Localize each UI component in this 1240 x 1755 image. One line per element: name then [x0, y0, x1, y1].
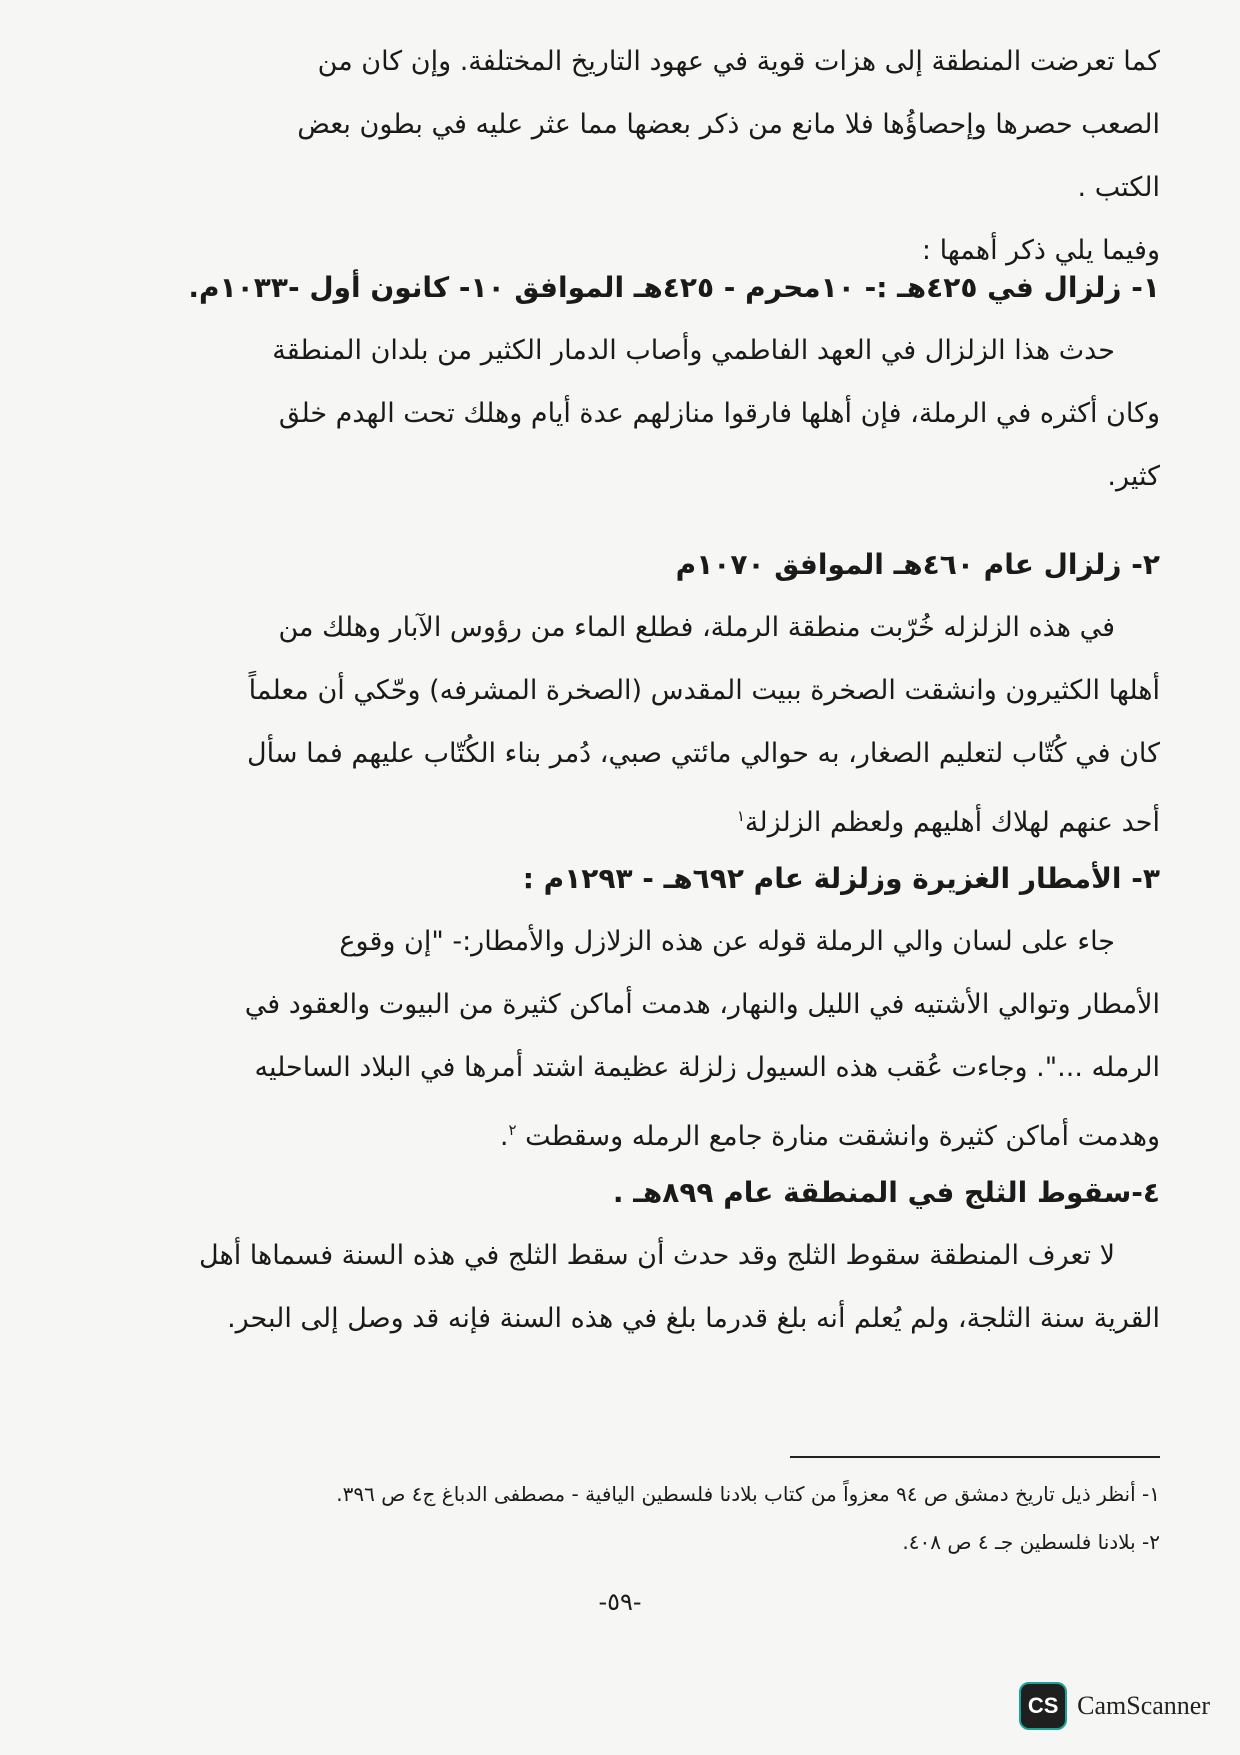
text-line: كان في كُتّاب لتعليم الصغار، به حوالي مائتي صبي، دُمر بناء الكُتّاب عليهم فما سأل: [247, 738, 1160, 769]
text-line: حدث هذا الزلزال في العهد الفاطمي وأصاب الدمار الكثير من بلدان المنطقة: [272, 335, 1115, 366]
section-heading: ٢- زلزال عام ٤٦٠هـ الموافق ١٠٧٠م: [675, 548, 1160, 581]
intro-paragraph: [80, 30, 1160, 282]
text-line: الأمطار وتوالي الأشتيه في الليل والنهار، هدمت أماكن كثيرة من البيوت والعقود في: [244, 989, 1160, 1020]
text-line-with-footnote: [80, 785, 1160, 848]
camscanner-brand: CamScanner: [1077, 1691, 1210, 1720]
camscanner-logo-icon: CS: [1019, 1682, 1067, 1730]
section-heading: ٤-سقوط الثلج في المنطقة عام ٨٩٩هـ .: [612, 1176, 1160, 1209]
section-4: [80, 1161, 1160, 1350]
text-span: وهدمت أماكن كثيرة وانشقت منارة جامع الرمله وسقطت: [525, 1121, 1160, 1152]
section-1: [80, 256, 1160, 508]
text-line: وفيما يلي ذكر أهمها :: [921, 235, 1160, 266]
text-line: كما تعرضت المنطقة إلى هزات قوية في عهود التاريخ المختلفة. وإن كان من: [317, 46, 1160, 77]
camscanner-watermark: [1019, 1682, 1210, 1730]
section-2: [80, 533, 1160, 848]
text-line: الكتب .: [1077, 172, 1160, 203]
footnote-ref-2: ٢: [508, 1121, 517, 1139]
footnotes: [80, 1470, 1160, 1566]
text-line: كثير.: [1107, 461, 1160, 492]
text-line: في هذه الزلزله خُرّبت منطقة الرملة، فطلع الماء من رؤوس الآبار وهلك من: [278, 612, 1115, 643]
text-line: أهلها الكثيرون وانشقت الصخرة ببيت المقدس (الصخرة المشرفه) وحّكي أن معلماً: [248, 675, 1160, 706]
section-heading: ٣- الأمطار الغزيرة وزلزلة عام ٦٩٢هـ - ١٢٩٣م :: [522, 862, 1160, 895]
footnote-ref-1: ١: [736, 807, 745, 825]
text-line: لا تعرف المنطقة سقوط الثلج وقد حدث أن سقط الثلج في هذه السنة فسماها أهل: [199, 1240, 1115, 1271]
text-line: الصعب حصرها وإحصاؤُها فلا مانع من ذكر بعضها مما عثر عليه في بطون بعض: [297, 109, 1160, 140]
text-line: وكان أكثره في الرملة، فإن أهلها فارقوا منازلهم عدة أيام وهلك تحت الهدم خلق: [278, 398, 1160, 429]
section-3: [80, 847, 1160, 1162]
footnote-divider: [790, 1456, 1160, 1458]
text-line: القرية سنة الثلجة، ولم يُعلم أنه بلغ قدرما بلغ في هذه السنة فإنه قد وصل إلى البحر.: [227, 1303, 1160, 1334]
text-span: أحد عنهم لهلاك أهليهم ولعظم الزلزلة: [744, 807, 1160, 838]
section-heading: ١- زلزال في ٤٢٥هـ :- ١٠محرم - ٤٢٥هـ الموافق ١٠- كانون أول -١٠٣٣م.: [188, 271, 1160, 304]
page-number: -٥٩-: [598, 1588, 642, 1616]
text-line: جاء على لسان والي الرملة قوله عن هذه الزلازل والأمطار:- "إن وقوع: [339, 926, 1115, 957]
footnote-1: ١- أنظر ذيل تاريخ دمشق ص ٩٤ معزواً من كتاب بلادنا فلسطين اليافية - مصطفى الدباغ ج٤ ص ٣٩٦.: [336, 1482, 1160, 1506]
text-line-with-footnote: وهدمت أماكن كثيرة وانشقت منارة جامع الرمله وسقطت $^٢$.: [499, 1121, 1160, 1152]
text-line: الرمله ...". وجاءت عُقب هذه السيول زلزلة عظيمة اشتد أمرها في البلاد الساحليه: [254, 1052, 1160, 1083]
footnote-2: ٢- بلادنا فلسطين جـ ٤ ص ٤٠٨.: [902, 1530, 1160, 1554]
